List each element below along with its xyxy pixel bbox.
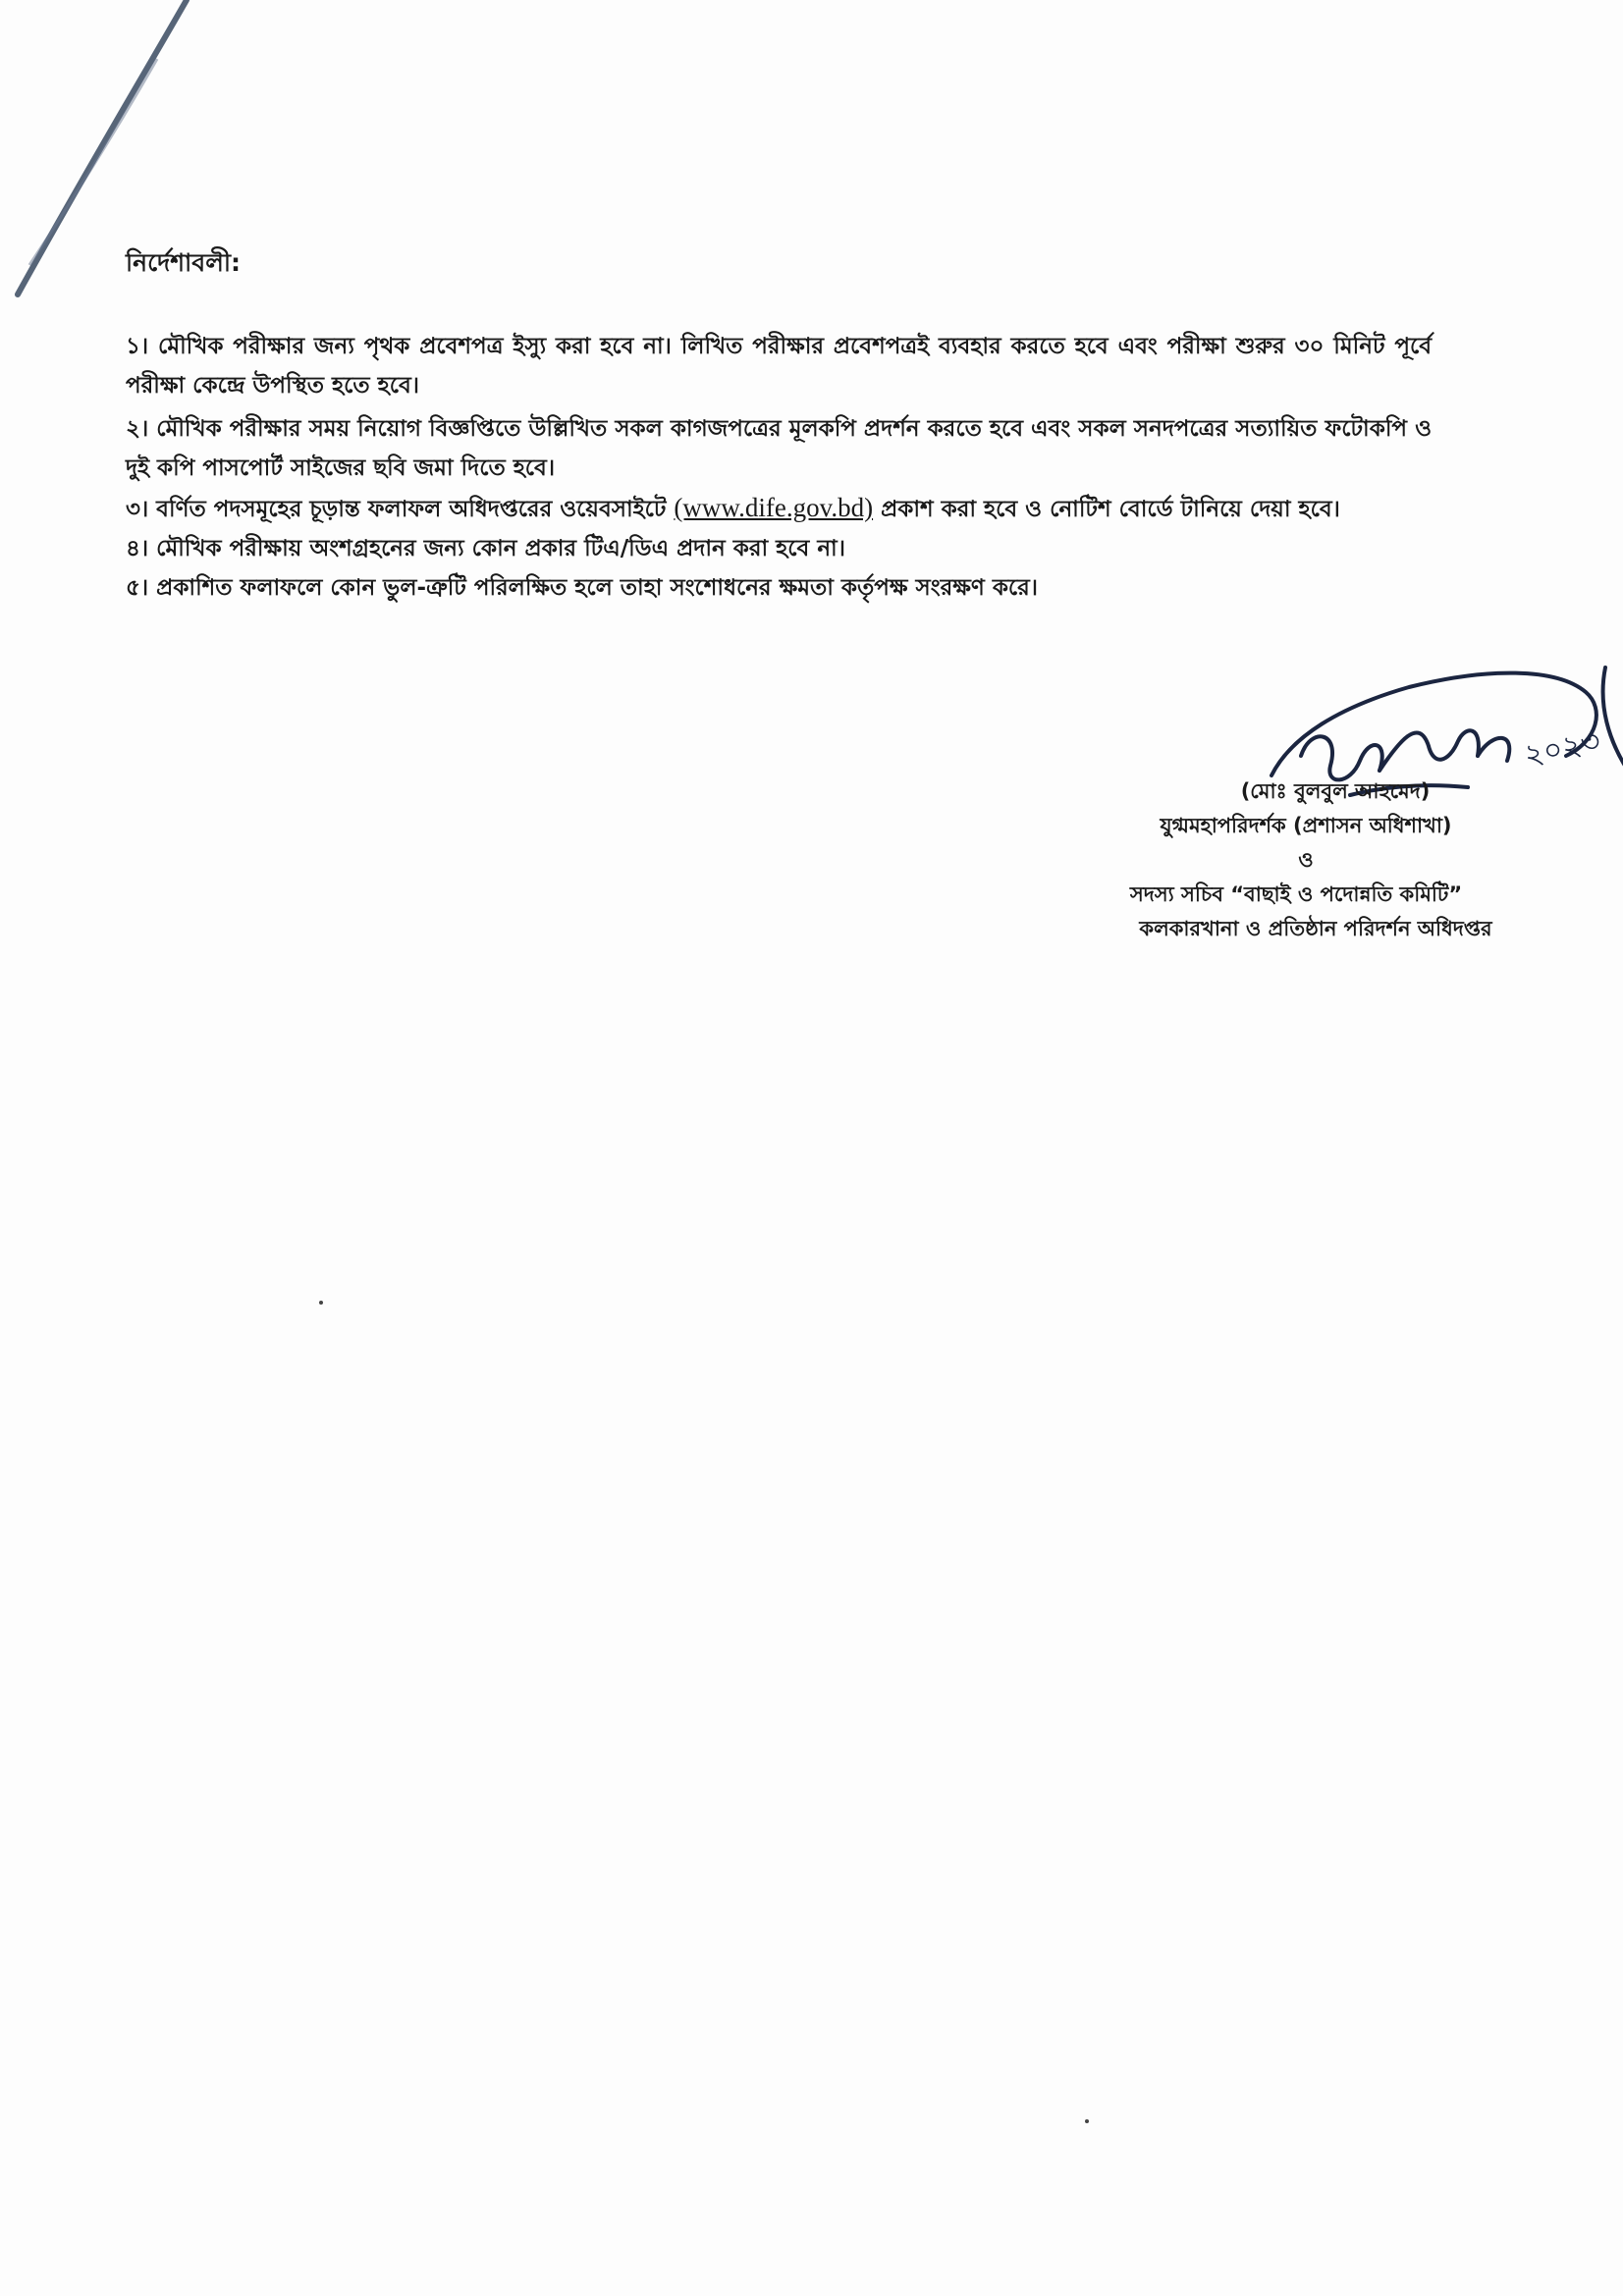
scan-speck <box>1085 2119 1089 2123</box>
instruction-item-3-before: ৩। বর্ণিত পদসমূহের চূড়ান্ত ফলাফল অধিদপ্তরের ওয়েবসাইটে <box>126 497 675 522</box>
instruction-item-2: ২। মৌখিক পরীক্ষার সময় নিয়োগ বিজ্ঞপ্তিতে উল্লিখিত সকল কাগজপত্রের মূলকপি প্রদর্শন করতে হবে এবং সকল সনদপত্রের সত্যায়িত ফটোকপি ও দুই কপি পাসপোর্ট সাইজের ছবি জমা দিতে হবে। <box>126 416 1432 481</box>
instruction-item-5: ৫। প্রকাশিত ফলাফলে কোন ভুল-ত্রুটি পরিলক্ষিত হলে তাহা সংশোধনের ক্ষমতা কর্তৃপক্ষ সংরক্ষণ করে। <box>126 575 1039 601</box>
signatory-designation: যুগ্মমহাপরিদর্শক (প্রশাসন অধিশাখা) <box>1160 814 1452 837</box>
instruction-item-4: ৪। মৌখিক পরীক্ষায় অংশগ্রহনের জন্য কোন প্রকার টিএ/ডিএ প্রদান করা হবে না। <box>126 536 845 561</box>
instruction-item-3-after: প্রকাশ করা হবে ও নোটিশ বোর্ডে টানিয়ে দেয়া হবে। <box>873 497 1340 522</box>
website-link[interactable]: (www.dife.gov.bd) <box>674 493 874 522</box>
scan-speck <box>319 1301 323 1305</box>
signatory-name: (মোঃ বুলবুল আহমেদ) <box>1240 779 1431 803</box>
instructions-heading: নির্দেশাবলী: <box>126 248 241 277</box>
signature-date: ২০২৩ <box>1521 723 1603 774</box>
signatory-committee-role: সদস্য সচিব “বাছাই ও পদোন্নতি কমিটি” <box>1129 882 1463 906</box>
instruction-item-3 <box>126 488 1432 529</box>
instructions-section <box>126 243 1432 608</box>
signatory-organization: কলকারখানা ও প্রতিষ্ঠান পরিদর্শন অধিদপ্তর <box>1139 917 1492 940</box>
signature-block <box>1021 648 1603 962</box>
signatory-conjunction: ও <box>1298 848 1314 872</box>
instruction-item-1: ১। মৌখিক পরীক্ষার জন্য পৃথক প্রবেশপত্র ইস্যু করা হবে না। লিখিত পরীক্ষার প্রবেশপত্রই ব্যবহার করতে হবে এবং পরীক্ষা শুরুর ৩০ মিনিট পূর্বে পরীক্ষা কেন্দ্রে উপস্থিত হতে হবে। <box>126 334 1432 399</box>
instructions-list <box>126 327 1432 608</box>
